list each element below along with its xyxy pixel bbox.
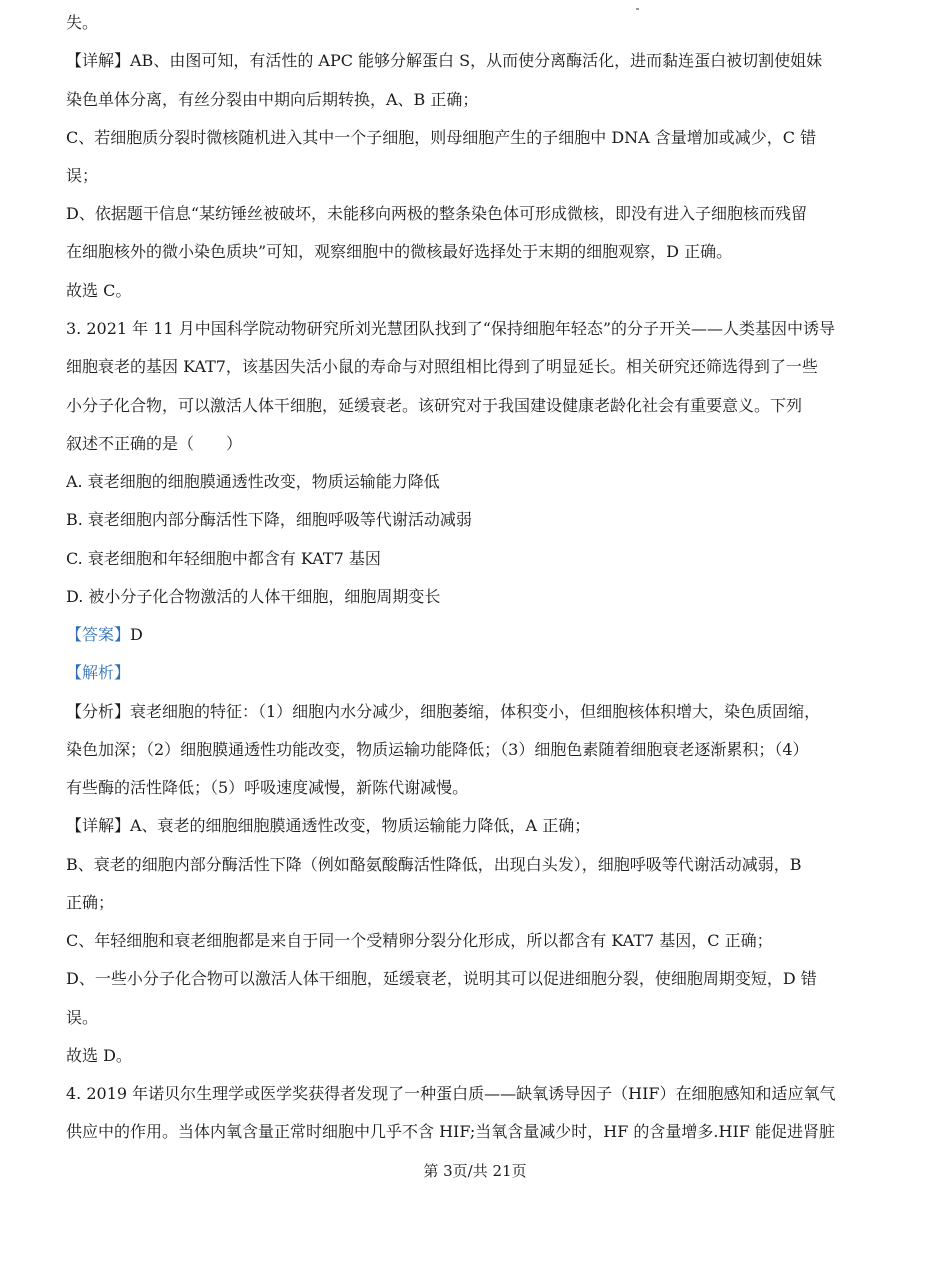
answer-label: 【答案】: [66, 625, 131, 644]
text-line: 【详解】A、衰老的细胞细胞膜通透性改变，物质运输能力降低，A 正确；: [66, 816, 591, 835]
answer-value: D: [130, 625, 143, 644]
option-c: C. 衰老细胞和年轻细胞中都含有 KAT7 基因: [66, 549, 381, 568]
option-a: A. 衰老细胞的细胞膜通透性改变，物质运输能力降低: [66, 472, 440, 491]
analysis-label: 【解析】: [66, 663, 131, 682]
question-4-line: 供应中的作用。当体内氧含量正常时细胞中几乎不含 HIF;当氧含量减少时，HF 的含量增多.HIF 能促进肾脏: [66, 1122, 835, 1141]
text-line: 正确；: [66, 893, 115, 912]
text-line: D、一些小分子化合物可以激活人体干细胞，延缓衰老，说明其可以促进细胞分裂，使细胞周期变短，D 错: [66, 969, 817, 988]
question-4-line: 4. 2019 年诺贝尔生理学或医学奖获得者发现了一种蛋白质——缺氧诱导因子（HIF）在细胞感知和适应氧气: [66, 1084, 836, 1103]
text-line: 误。: [66, 1008, 99, 1027]
text-line: 【分析】衰老细胞的特征：（1）细胞内水分减少，细胞萎缩，体积变小，但细胞核体积增大，染色质固缩，: [66, 702, 821, 721]
question-3-line: 3. 2021 年 11 月中国科学院动物研究所刘光慧团队找到了“保持细胞年轻态”的分子开关——人类基因中诱导: [66, 319, 836, 338]
text-line: D、依据题干信息“某纺锤丝被破坏，未能移向两极的整条染色体可形成微核，即没有进入子细胞核而残留: [66, 204, 808, 223]
text-line: C、年轻细胞和衰老细胞都是来自于同一个受精卵分裂分化形成，所以都含有 KAT7 基因，C 正确；: [66, 931, 773, 950]
scan-mark: [636, 8, 639, 10]
page-footer: 第 3页/共 21页: [423, 1162, 527, 1180]
text-line: 染色单体分离，有丝分裂由中期向后期转换，A、B 正确；: [66, 90, 479, 109]
option-b: B. 衰老细胞内部分酶活性下降，细胞呼吸等代谢活动减弱: [66, 510, 472, 529]
text-line: 在细胞核外的微小染色质块”可知，观察细胞中的微核最好选择处于末期的细胞观察，D 正确。: [66, 242, 733, 261]
text-line: 失。: [66, 13, 99, 32]
question-3-line: 小分子化合物，可以激活人体干细胞，延缓衰老。该研究对于我国建设健康老龄化社会有重要意义。下列: [66, 396, 803, 415]
text-line: 误；: [66, 166, 99, 185]
answer-line: [66, 624, 886, 646]
text-line: B、衰老的细胞内部分酶活性下降（例如酪氨酸酶活性降低，出现白头发），细胞呼吸等代谢活动减弱，B: [66, 855, 802, 874]
text-line: 【详解】AB、由图可知，有活性的 APC 能够分解蛋白 S，从而使分离酶活化，进而黏连蛋白被切割使姐妹: [66, 51, 823, 70]
text-line: 故选 D。: [66, 1046, 132, 1065]
text-line: 故选 C。: [66, 281, 132, 300]
text-line: 有些酶的活性降低；（5）呼吸速度减慢，新陈代谢减慢。: [66, 778, 469, 797]
question-3-line: 细胞衰老的基因 KAT7，该基因失活小鼠的寿命与对照组相比得到了明显延长。相关研究还筛选得到了一些: [66, 357, 818, 376]
text-line: 染色加深；（2）细胞膜通透性功能改变，物质运输功能降低；（3）细胞色素随着细胞衰老逐渐累积；（4）: [66, 740, 809, 759]
option-d: D. 被小分子化合物激活的人体干细胞，细胞周期变长: [66, 587, 441, 606]
text-line: C、若细胞质分裂时微核随机进入其中一个子细胞，则母细胞产生的子细胞中 DNA 含量增加或减少，C 错: [66, 128, 817, 147]
question-3-line: 叙述不正确的是（ ）: [66, 434, 243, 453]
